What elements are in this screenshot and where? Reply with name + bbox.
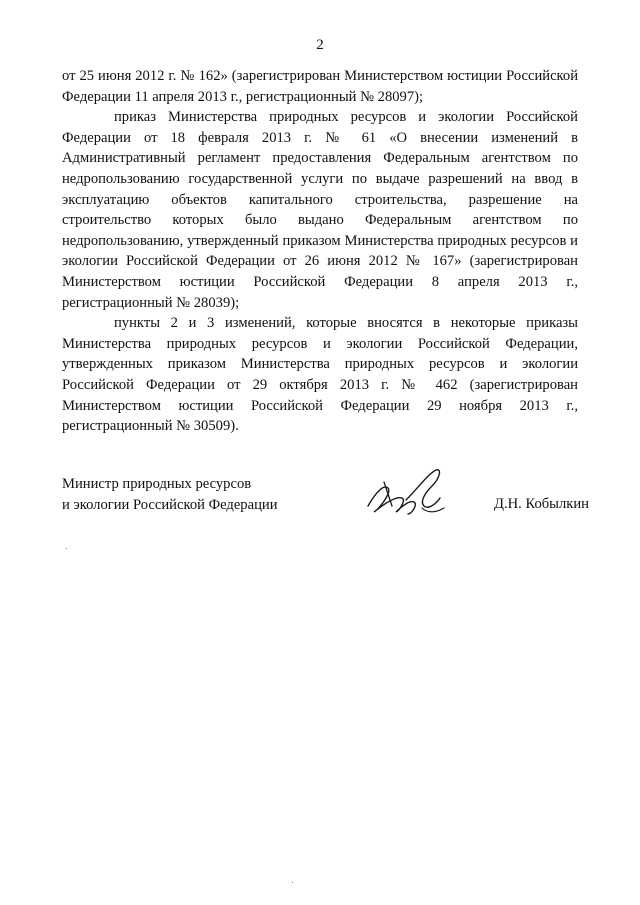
paragraph-continuation: от 25 июня 2012 г. № 162» (зарегистрирован Министерством юстиции Российской Федерации 11 апреля 2013 г., регистрационный № 28097); [62, 68, 578, 105]
paragraph-order-61: приказ Министерства природных ресурсов и экологии Российской Федерации от 18 февраля 2013 г. № 61 «О внесении изменений в Административный регламент предоставления Федеральным агентством по недропользованию государственной услуги по выдаче разрешений на ввод в эксплуатацию объектов капитального строительства, разрешение на строительство которых было выдано Федеральным агентством по недропользованию, утвержденный приказом Министерства природных ресурсов и экологии Российской Федерации от 26 июня 2012 № 167» (зарегистрирован Министерством юстиции Российской Федерации 8 апреля 2013 г., регистрационный № 28039); [62, 109, 578, 311]
signature-block [62, 474, 589, 524]
signatory-title-line-1: Министр природных ресурсов [62, 476, 252, 492]
paragraph-order-462: пункты 2 и 3 изменений, которые вносятся в некоторые приказы Министерства природных ресурсов и экологии Российской Федерации, утвержденных приказом Министерства природных ресурсов и экологии Российской Федерации от 29 октября 2013 г. № 462 (зарегистрирован Министерством юстиции Российской Федерации 29 ноября 2013 г., регистрационный № 30509). [62, 315, 578, 435]
signatory-title [62, 474, 278, 515]
page-number: 2 [316, 37, 324, 53]
signatory-name: Д.Н. Кобылкин [494, 496, 589, 512]
scan-speck [292, 882, 293, 883]
scan-speck [66, 548, 67, 549]
signatory-title-line-2: и экологии Российской Федерации [62, 496, 278, 513]
document-body [62, 66, 578, 437]
handwritten-signature [362, 462, 454, 522]
